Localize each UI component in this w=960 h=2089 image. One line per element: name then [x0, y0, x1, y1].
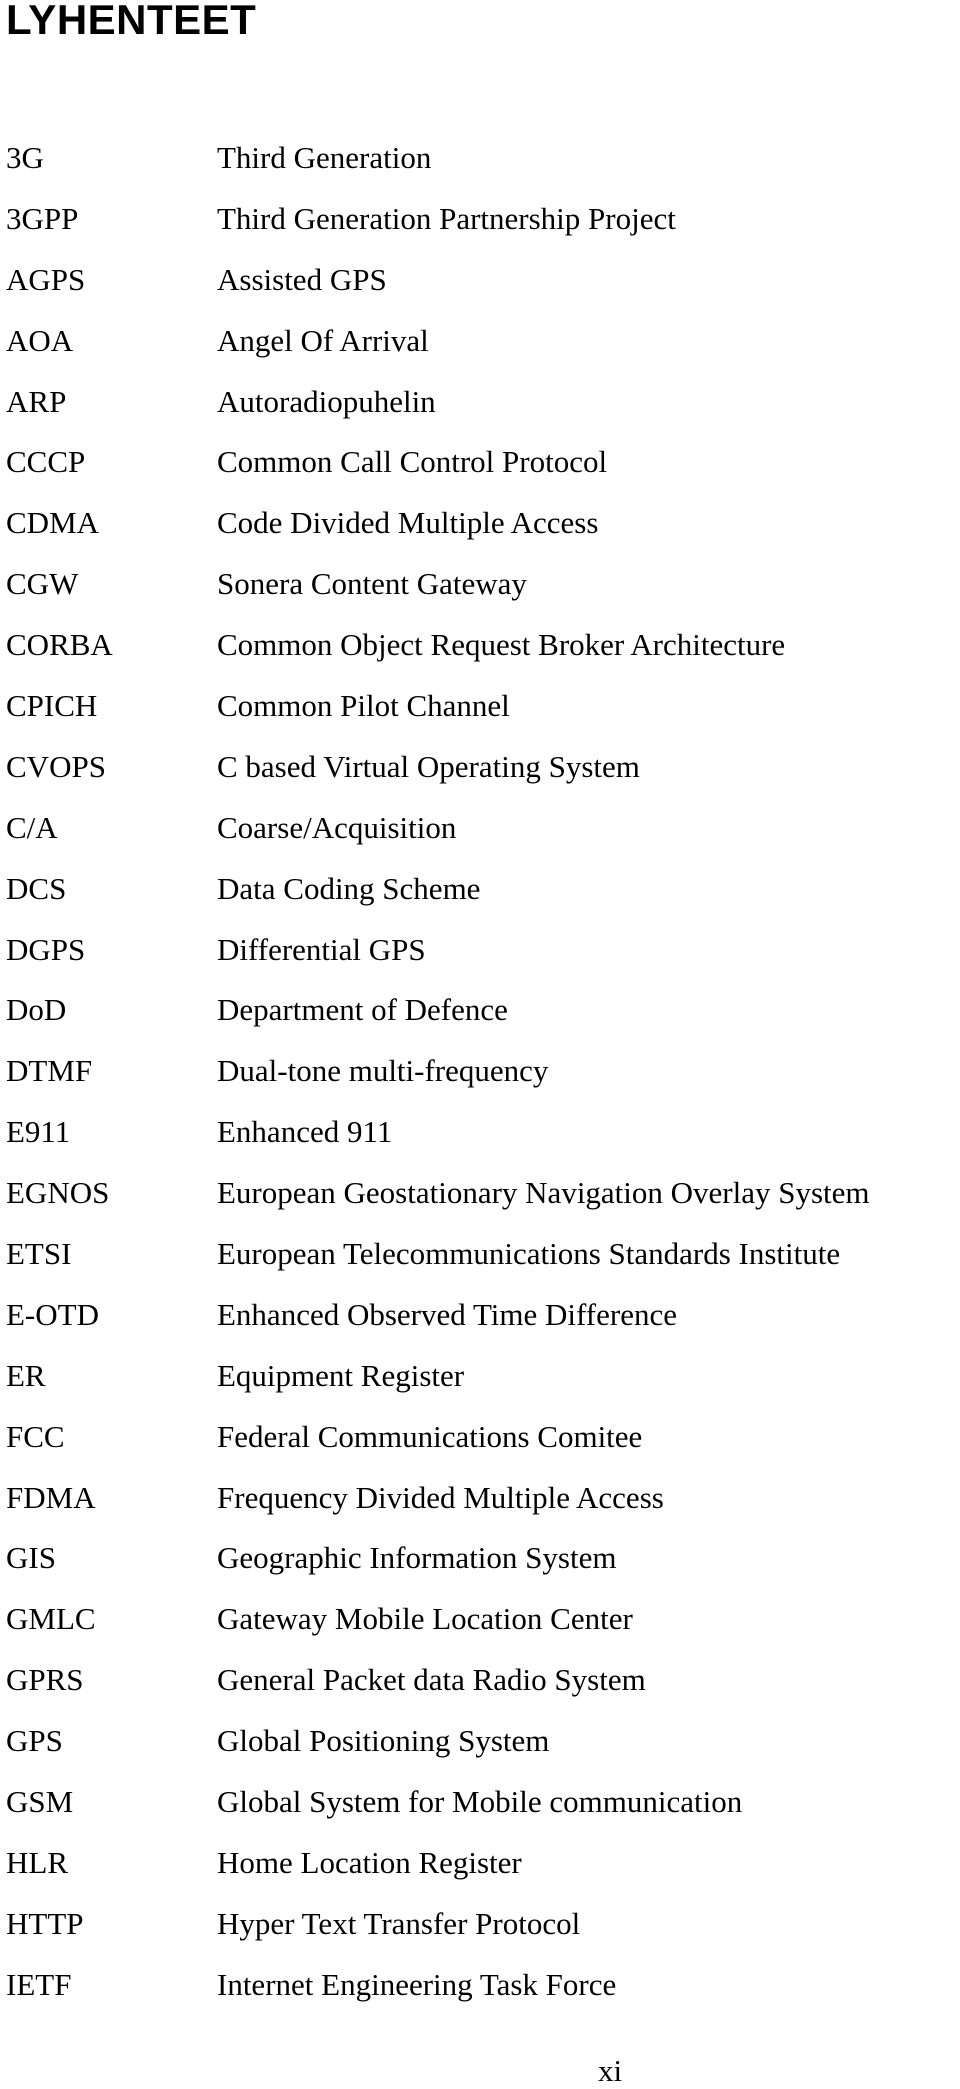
- abbreviation-definition: Global Positioning System: [217, 1723, 550, 1759]
- abbreviation-row: [0, 1772, 960, 1833]
- abbreviation-code: E911: [6, 1114, 71, 1150]
- abbreviation-row: [0, 432, 960, 493]
- abbreviation-row: [0, 1589, 960, 1650]
- abbreviation-definition: Coarse/Acquisition: [217, 809, 457, 845]
- abbreviation-row: [0, 1224, 960, 1285]
- abbreviation-row: [0, 859, 960, 920]
- abbreviation-code: GSM: [6, 1784, 74, 1820]
- abbreviation-definition: Enhanced 911: [217, 1114, 393, 1150]
- abbreviation-row: [0, 980, 960, 1041]
- abbreviation-row: [0, 1711, 960, 1772]
- abbreviation-definition: Common Call Control Protocol: [217, 444, 608, 480]
- page-title: LYHENTEET: [6, 0, 257, 43]
- abbreviation-row: [0, 1650, 960, 1711]
- abbreviation-code: DGPS: [6, 931, 86, 967]
- abbreviation-code: CVOPS: [6, 748, 106, 784]
- abbreviation-row: [0, 1346, 960, 1407]
- abbreviation-definition: Enhanced Observed Time Difference: [217, 1296, 677, 1332]
- abbreviation-definition: Federal Communications Comitee: [217, 1418, 643, 1454]
- abbreviation-row: [0, 1894, 960, 1955]
- abbreviation-row: [0, 493, 960, 554]
- abbreviation-definition: Hyper Text Transfer Protocol: [217, 1905, 581, 1941]
- abbreviation-definition: Third Generation Partnership Project: [217, 200, 676, 236]
- abbreviation-row: [0, 1955, 960, 2016]
- abbreviation-definition: Internet Engineering Task Force: [217, 1966, 617, 2002]
- abbreviation-row: [0, 615, 960, 676]
- abbreviation-definition: Common Pilot Channel: [217, 688, 510, 724]
- abbreviation-code: ARP: [6, 383, 67, 419]
- abbreviation-definition: Third Generation: [217, 140, 432, 175]
- abbreviation-definition: Data Coding Scheme: [217, 870, 481, 906]
- abbreviation-row: [0, 1833, 960, 1894]
- abbreviation-definition: Assisted GPS: [217, 261, 387, 297]
- abbreviation-code: HLR: [6, 1844, 68, 1880]
- abbreviation-definition: Differential GPS: [217, 931, 426, 967]
- abbreviation-definition: Angel Of Arrival: [217, 322, 429, 358]
- abbreviation-code: CORBA: [6, 627, 113, 663]
- page-number: xi: [598, 2053, 623, 2088]
- abbreviation-row: [0, 798, 960, 859]
- abbreviation-row: [0, 250, 960, 311]
- abbreviation-row: [0, 128, 960, 189]
- abbreviation-row: [0, 1102, 960, 1163]
- abbreviation-code: EGNOS: [6, 1175, 110, 1211]
- abbreviation-definition: Equipment Register: [217, 1357, 465, 1393]
- abbreviation-definition: Frequency Divided Multiple Access: [217, 1479, 664, 1515]
- abbreviation-code: CDMA: [6, 505, 100, 541]
- abbreviation-code: GMLC: [6, 1601, 96, 1637]
- abbreviation-code: CCCP: [6, 444, 86, 480]
- abbreviation-row: [0, 1163, 960, 1224]
- abbreviation-definition: Code Divided Multiple Access: [217, 505, 599, 541]
- abbreviation-code: E-OTD: [6, 1296, 99, 1332]
- abbreviation-code: DCS: [6, 870, 67, 906]
- abbreviation-code: DoD: [6, 992, 67, 1028]
- abbreviation-list: [0, 128, 960, 2016]
- abbreviation-row: [0, 189, 960, 250]
- abbreviation-code: GPS: [6, 1723, 63, 1759]
- abbreviation-row: [0, 676, 960, 737]
- abbreviation-code: DTMF: [6, 1053, 93, 1089]
- abbreviation-definition: Global System for Mobile communication: [217, 1784, 743, 1820]
- abbreviation-code: FDMA: [6, 1479, 96, 1515]
- abbreviation-row: [0, 1468, 960, 1529]
- abbreviation-definition: European Telecommunications Standards Institute: [217, 1236, 841, 1272]
- abbreviation-row: [0, 311, 960, 372]
- abbreviation-definition: Dual-tone multi-frequency: [217, 1053, 549, 1089]
- abbreviation-definition: C based Virtual Operating System: [217, 748, 640, 784]
- abbreviation-row: [0, 737, 960, 798]
- abbreviation-code: CPICH: [6, 688, 98, 724]
- abbreviation-row: [0, 1041, 960, 1102]
- abbreviation-code: ETSI: [6, 1236, 72, 1272]
- abbreviation-code: CGW: [6, 566, 79, 602]
- abbreviation-code: IETF: [6, 1966, 72, 2002]
- abbreviation-definition: General Packet data Radio System: [217, 1662, 646, 1698]
- abbreviation-code: C/A: [6, 809, 58, 845]
- abbreviation-row: [0, 554, 960, 615]
- abbreviation-definition: Department of Defence: [217, 992, 508, 1028]
- abbreviation-code: HTTP: [6, 1905, 84, 1941]
- abbreviation-definition: Gateway Mobile Location Center: [217, 1601, 633, 1637]
- abbreviation-code: AOA: [6, 322, 74, 358]
- abbreviation-row: [0, 372, 960, 433]
- abbreviation-row: [0, 920, 960, 981]
- abbreviation-row: [0, 1285, 960, 1346]
- abbreviation-code: GPRS: [6, 1662, 84, 1698]
- abbreviation-definition: Common Object Request Broker Architecture: [217, 627, 786, 663]
- abbreviation-code: AGPS: [6, 261, 86, 297]
- abbreviation-code: GIS: [6, 1540, 56, 1576]
- abbreviation-code: 3G: [6, 140, 44, 175]
- abbreviation-definition: Autoradiopuhelin: [217, 383, 436, 419]
- abbreviation-row: [0, 1528, 960, 1589]
- abbreviation-definition: Geographic Information System: [217, 1540, 617, 1576]
- abbreviation-code: FCC: [6, 1418, 65, 1454]
- abbreviation-definition: European Geostationary Navigation Overlay System: [217, 1175, 870, 1211]
- abbreviation-code: ER: [6, 1357, 46, 1393]
- abbreviation-code: 3GPP: [6, 200, 79, 236]
- abbreviation-definition: Sonera Content Gateway: [217, 566, 527, 602]
- abbreviation-definition: Home Location Register: [217, 1844, 522, 1880]
- abbreviation-row: [0, 1407, 960, 1468]
